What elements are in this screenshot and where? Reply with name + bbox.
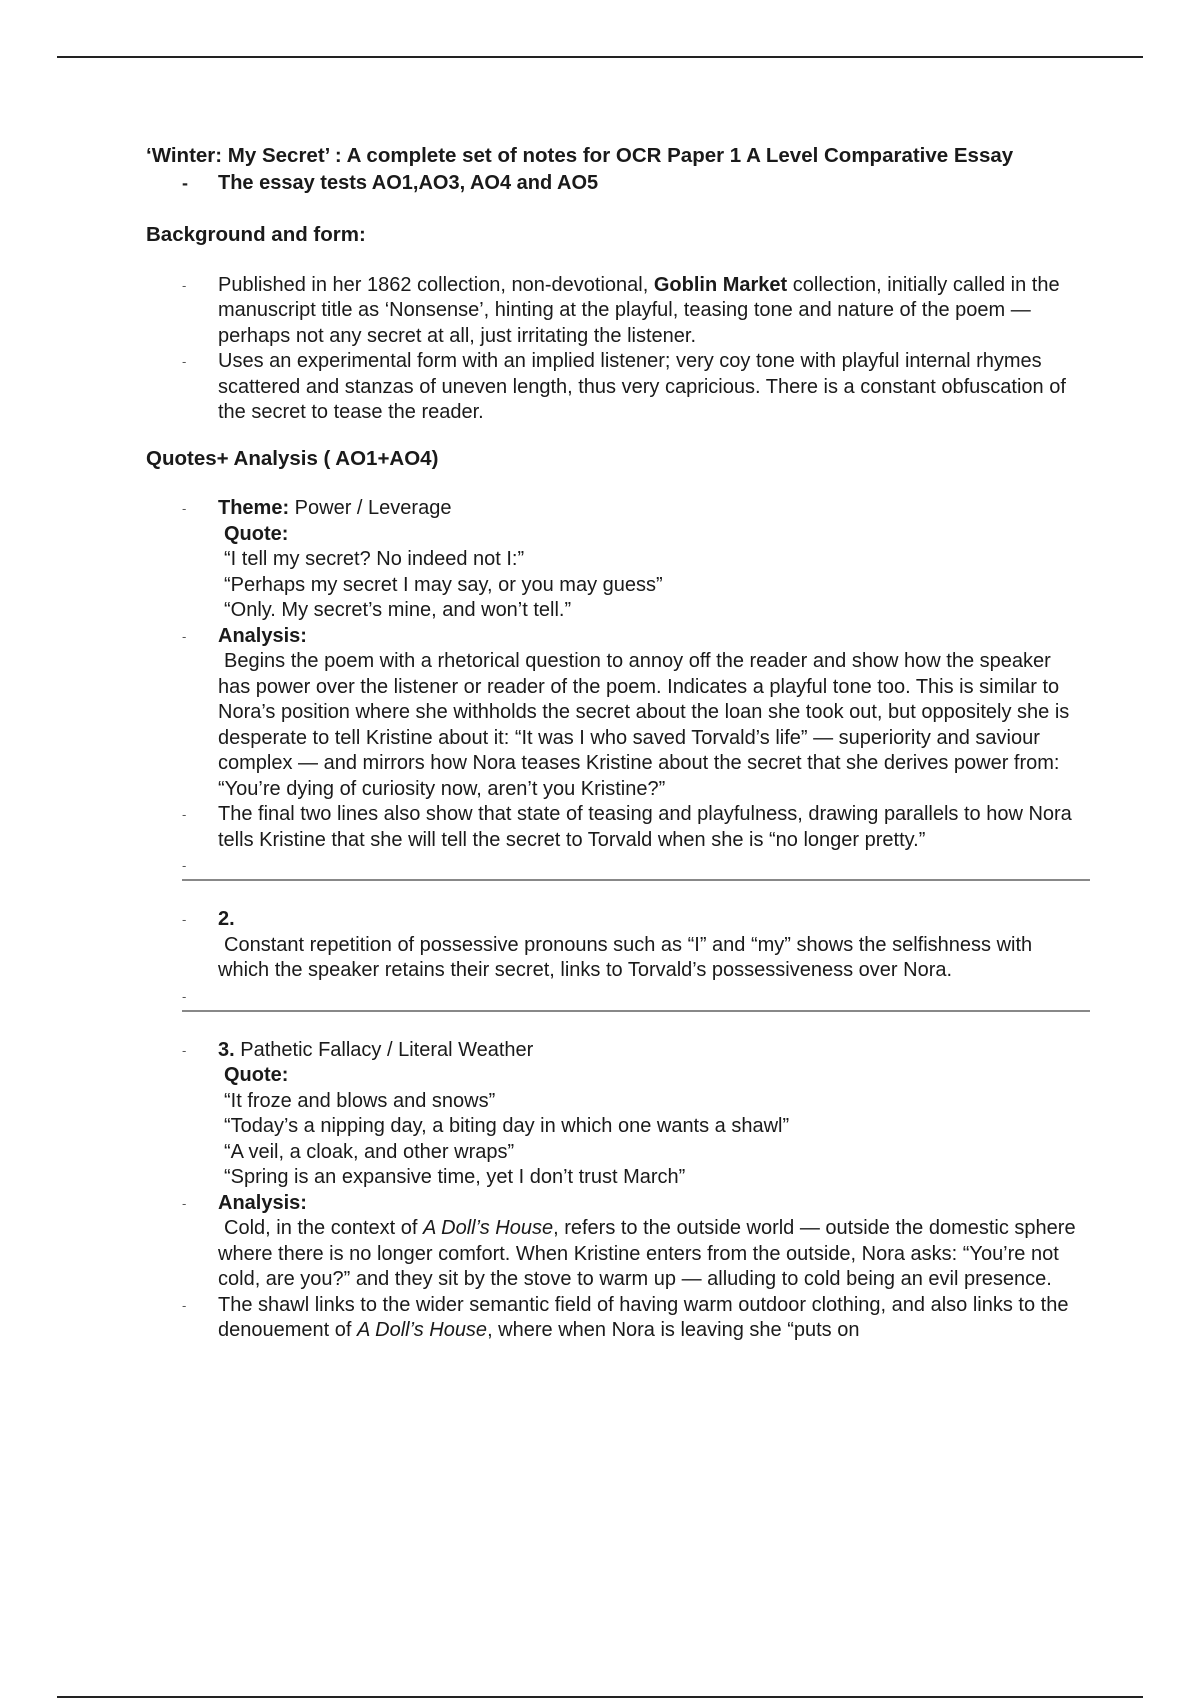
bullet-dash: - <box>182 1042 187 1058</box>
bullet-dash: - <box>182 628 187 644</box>
quote-line: “I tell my secret? No indeed not I:” <box>224 548 525 570</box>
bullet-dash: - <box>182 277 187 293</box>
quote-line: “Spring is an expansive time, yet I don’t trust March” <box>224 1166 686 1188</box>
goblin-market-title: Goblin Market <box>653 273 788 296</box>
section-number: 2. <box>218 908 235 930</box>
background-point-2 <box>146 349 1076 426</box>
quote-label: Quote: <box>224 1064 289 1086</box>
background-p1-start: Published in her 1862 collection, non-devotional, <box>218 273 654 296</box>
bullet-dash: - <box>182 1297 187 1313</box>
section-3-theme: Pathetic Fallacy / Literal Weather <box>234 1038 534 1061</box>
shawl-text-end: , where when Nora is leaving she “puts on <box>487 1319 860 1341</box>
background-p1-end: collection, initially called in the manuscript title as ‘Nonsense’, hinting at the playful, teasing tone and nature of the poem — perhaps not any secret at all, just irritating the listener. <box>218 273 1060 347</box>
tests-line <box>146 171 1076 197</box>
bullet-dash: - <box>182 501 187 516</box>
document-title: ‘Winter: My Secret’ : A complete set of notes for OCR Paper 1 A Level Comparative Essay <box>146 144 1014 167</box>
background-heading: Background and form: <box>146 223 366 246</box>
analysis-text-start: Cold, in the context of <box>224 1217 424 1239</box>
background-p2-text: Uses an experimental form with an implied listener; very coy tone with playful internal rhymes scattered and stanzas of uneven length, thus very capricious. There is a constant obfuscation of the secret to tease the reader. <box>218 350 1066 423</box>
bullet-dash: - <box>182 912 187 927</box>
dolls-house-title: A Doll’s House <box>423 1217 554 1239</box>
theme-label: Theme: <box>218 497 290 519</box>
bullet-dash: - <box>182 1195 187 1211</box>
final-point-text: The final two lines also show that state of teasing and playfulness, drawing parallels to how Nora tells Kristine that she will tell the secret to Torvald when she is “no longer pretty.” <box>218 803 1072 851</box>
bullet-dash: - <box>182 172 188 193</box>
quote-label: Quote: <box>224 522 289 545</box>
quote-line: “Only. My secret’s mine, and won’t tell.” <box>224 599 572 621</box>
quote-line: “A veil, a cloak, and other wraps” <box>224 1140 515 1163</box>
bullet-dash: - <box>182 988 187 1004</box>
top-rule <box>57 56 1143 58</box>
quotes-heading: Quotes+ Analysis ( AO1+AO4) <box>146 446 439 470</box>
section-2-text: Constant repetition of possessive pronouns such as “I” and “my” shows the selfishness with which the speaker retains their secret, links to Torvald’s possessiveness over Nora. <box>218 933 1033 981</box>
theme-value: Power / Leverage <box>289 497 452 519</box>
theme-block <box>146 496 1076 624</box>
analysis-label: Analysis: <box>218 1191 307 1214</box>
bottom-rule <box>57 1696 1143 1698</box>
final-point <box>146 802 1076 853</box>
document-body <box>146 143 1076 1344</box>
quote-line: “Today’s a nipping day, a biting day in which one wants a shawl” <box>224 1115 790 1137</box>
bullet-dash: - <box>182 858 187 873</box>
background-point-1 <box>146 273 1076 350</box>
bullet-dash: - <box>182 354 187 369</box>
tests-text: The essay tests AO1,AO3, AO4 and AO5 <box>218 171 599 194</box>
analysis-block <box>146 624 1076 803</box>
shawl-text-start: The shawl links to the wider semantic field of having warm outdoor clothing, and also links to the denouement of <box>218 1293 1069 1341</box>
analysis-text-end: , refers to the outside world — outside the domestic sphere where there is no longer comfort. When Kristine enters from the outside, Nora asks: “You’re not cold, are you?” and they sit by the stove to warm up — alluding to cold being an evil presence. <box>218 1217 1076 1290</box>
empty-bullet <box>146 853 1076 879</box>
analysis-label: Analysis: <box>218 624 307 647</box>
section-3 <box>146 1038 1076 1191</box>
empty-bullet <box>146 984 1076 1010</box>
section-number: 3. <box>218 1038 235 1061</box>
analysis-text: Begins the poem with a rhetorical question to annoy off the reader and show how the speaker has power over the listener or reader of the poem. Indicates a playful tone too. This is similar to Nora’s position where she withholds the secret about the loan she took out, but oppositely she is desperate to tell Kristine about it: “It was I who saved Torvald’s life” — superiority and saviour complex — and mirrors how Nora teases Kristine about the secret that she derives power from: “You’re dying of curiosity now, aren’t you Kristine?” <box>218 650 1070 800</box>
quote-line: “It froze and blows and snows” <box>224 1089 496 1112</box>
quote-line: “Perhaps my secret I may say, or you may guess” <box>224 573 663 596</box>
bullet-dash: - <box>182 807 187 822</box>
section-2 <box>146 907 1076 984</box>
shawl-point <box>146 1293 1076 1344</box>
analysis-block <box>146 1191 1076 1293</box>
dolls-house-title: A Doll’s House <box>357 1319 488 1341</box>
